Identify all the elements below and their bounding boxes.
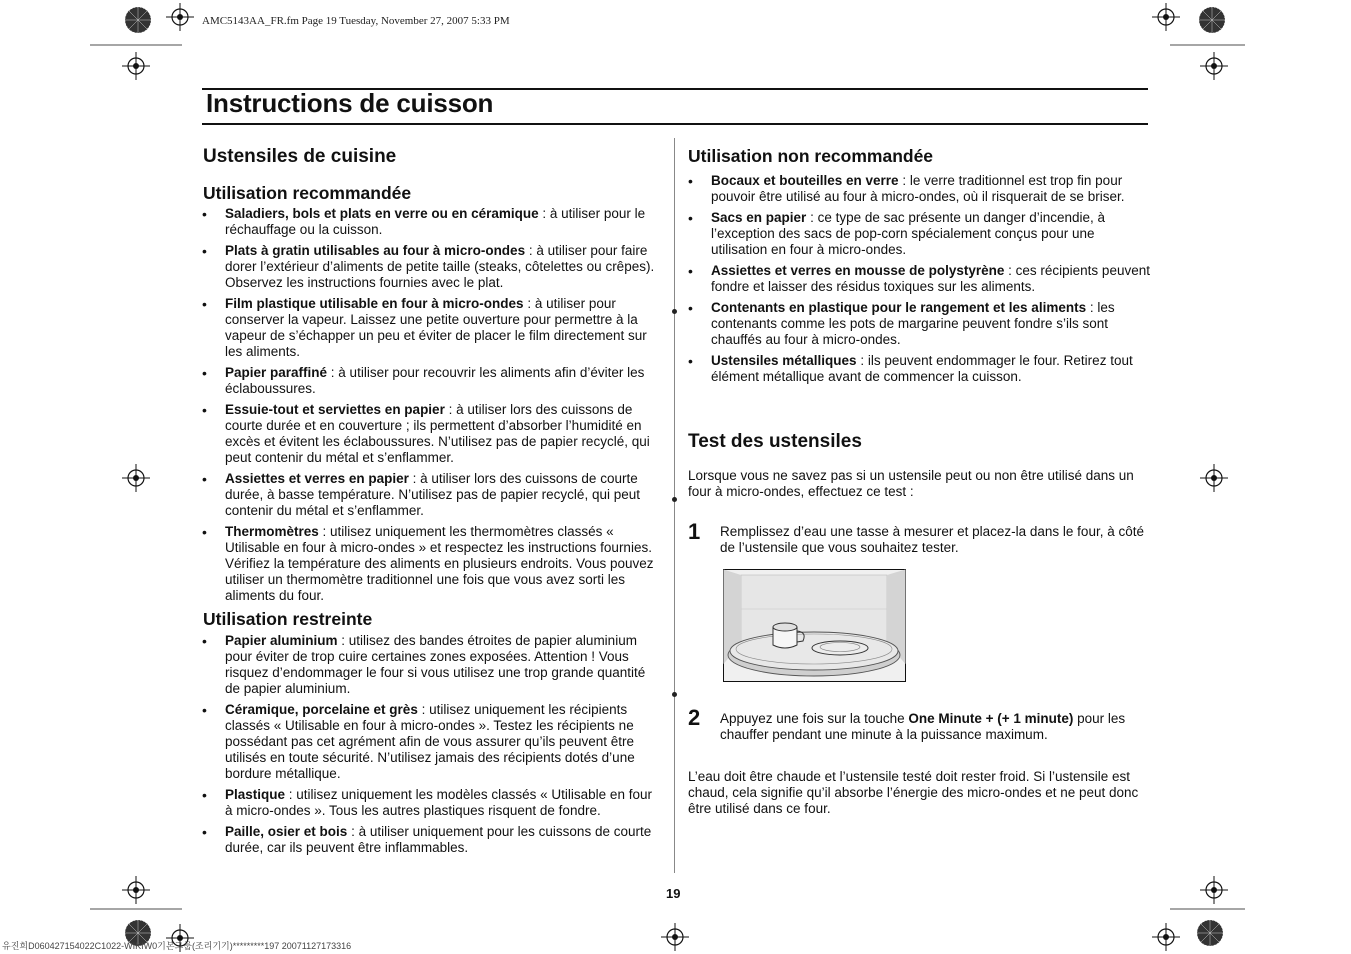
list-item: • Essuie-tout et serviettes en papier : à utiliser lors des cuissons de courte durée et en couverture ; ils permettent d’absorber l’humidité en excès et évitent les éclaboussures. N’utilisez pas de papier recyclé, qui peut contenir du métal et s’enflammer. <box>202 402 662 466</box>
list-item: • Assiettes et verres en papier : à utiliser lors des cuissons de courte durée, à basse température. N’utilisez pas de papier recyclé, qui peut contenir du métal et s’enflammer. <box>202 471 662 519</box>
heading-test: Test des ustensiles <box>688 431 862 452</box>
heading-recommended: Utilisation recommandée <box>203 183 412 203</box>
button-name-one-minute: One Minute + (+ 1 minute) <box>908 711 1074 726</box>
step-2-number: 2 <box>688 705 701 730</box>
test-conclusion: L’eau doit être chaude et l’ustensile testé doit rester froid. Si l’ustensile est chaud, cela signifie qu’il absorbe l’énergie des micro-ondes et ne peut donc être utilisé dans ce four. <box>688 769 1139 816</box>
step-1-text: Remplissez d’eau une tasse à mesurer et placez-la dans le four, à côté de l’ustensile que vous souhaitez tester. <box>720 524 1144 555</box>
margin-dot <box>672 309 677 314</box>
footer-code: 유진희D060427154022C1022-WIKIW0기본그룹(조리기기)*********197 20071127173316 <box>2 941 352 951</box>
not-recommended-list <box>688 173 1150 390</box>
title-bottom-rule <box>202 123 1148 125</box>
margin-dot <box>672 497 677 502</box>
step-1-number: 1 <box>688 519 701 544</box>
step-2-text: Appuyez une fois sur la touche One Minute + (+ 1 minute) pour les chauffer pendant une minute à la puissance maximum. <box>720 711 1126 742</box>
list-item: • Paille, osier et bois : à utiliser uniquement pour les cuissons de courte durée, car ils peuvent être inflammables. <box>202 824 662 856</box>
list-item: • Plastique : utilisez uniquement les modèles classés « Utilisable en four à micro-ondes ». Tous les autres plastiques risquent de fondre. <box>202 787 662 819</box>
list-item: • Ustensiles métalliques : ils peuvent endommager le four. Retirez tout élément métallique avant de commencer la cuisson. <box>688 353 1150 385</box>
section-title-ustensiles: Ustensiles de cuisine <box>203 146 397 167</box>
list-item: • Papier paraffiné : à utiliser pour recouvrir les aliments afin d’éviter les éclaboussures. <box>202 365 662 397</box>
restricted-list <box>202 633 662 861</box>
file-info: AMC5143AA_FR.fm Page 19 Tuesday, November 27, 2007 5:33 PM <box>202 15 510 27</box>
recommended-list <box>202 206 662 609</box>
list-item: • Plats à gratin utilisables au four à micro-ondes : à utiliser pour faire dorer l’extérieur d’aliments de petite taille (steaks, côtelettes ou crêpes). Observez les instructions fournies avec le plat. <box>202 243 662 291</box>
list-item: • Film plastique utilisable en four à micro-ondes : à utiliser pour conserver la vapeur. Laissez une petite ouverture pour permettre à la vapeur de s’échapper un peu et éviter de placer le film directement sur les aliments. <box>202 296 662 360</box>
heading-not-recommended: Utilisation non recommandée <box>688 146 934 166</box>
list-item: • Assiettes et verres en mousse de polystyrène : ces récipients peuvent fondre et laisser des résidus toxiques sur les aliments. <box>688 263 1150 295</box>
list-item: • Saladiers, bols et plats en verre ou en céramique : à utiliser pour le réchauffage ou la cuisson. <box>202 206 662 238</box>
list-item: • Sacs en papier : ce type de sac présente un danger d’incendie, à l’exception des sacs de pop-corn spécialement conçus pour une utilisation en four à micro-ondes. <box>688 210 1150 258</box>
heading-restricted: Utilisation restreinte <box>203 609 373 629</box>
list-item: • Contenants en plastique pour le rangement et les aliments : les contenants comme les pots de margarine peuvent fondre s’ils sont chauffés au four à micro-ondes. <box>688 300 1150 348</box>
list-item: • Thermomètres : utilisez uniquement les thermomètres classés « Utilisable en four à micro-ondes » et respectez les instructions fournies. Vérifiez la température des aliments en plusieurs endroits. Vous pouvez utiliser un thermomètre traditionnel une fois que vous avez sorti les aliments du four. <box>202 524 662 604</box>
list-item: • Papier aluminium : utilisez des bandes étroites de papier aluminium pour éviter de trop cuire certaines zones exposées. Attention ! Vous risquez d’endommager le four si vous utilisez une trop grande quantité de papier aluminium. <box>202 633 662 697</box>
list-item: • Céramique, porcelaine et grès : utilisez uniquement les récipients classés « Utilisable en four à micro-ondes ». Testez les récipients ne possédant pas cet agrément afin de vous assurer qu’ils peuvent être utilisés en toute sécurité. N’utilisez jamais des récipients dotés d’une bordure métallique. <box>202 702 662 782</box>
page-title: Instructions de cuisson <box>206 88 494 118</box>
page-number: 19 <box>666 886 681 901</box>
margin-dot <box>672 692 677 697</box>
column-separator <box>674 138 675 873</box>
test-intro: Lorsque vous ne savez pas si un ustensile peut ou non être utilisé dans un four à micro-ondes, effectuez ce test : <box>688 468 1134 499</box>
list-item: • Bocaux et bouteilles en verre : le verre traditionnel est trop fin pour pouvoir être utilisé au four à micro-ondes, où il risquerait de se briser. <box>688 173 1150 205</box>
microwave-test-illustration <box>723 569 906 682</box>
